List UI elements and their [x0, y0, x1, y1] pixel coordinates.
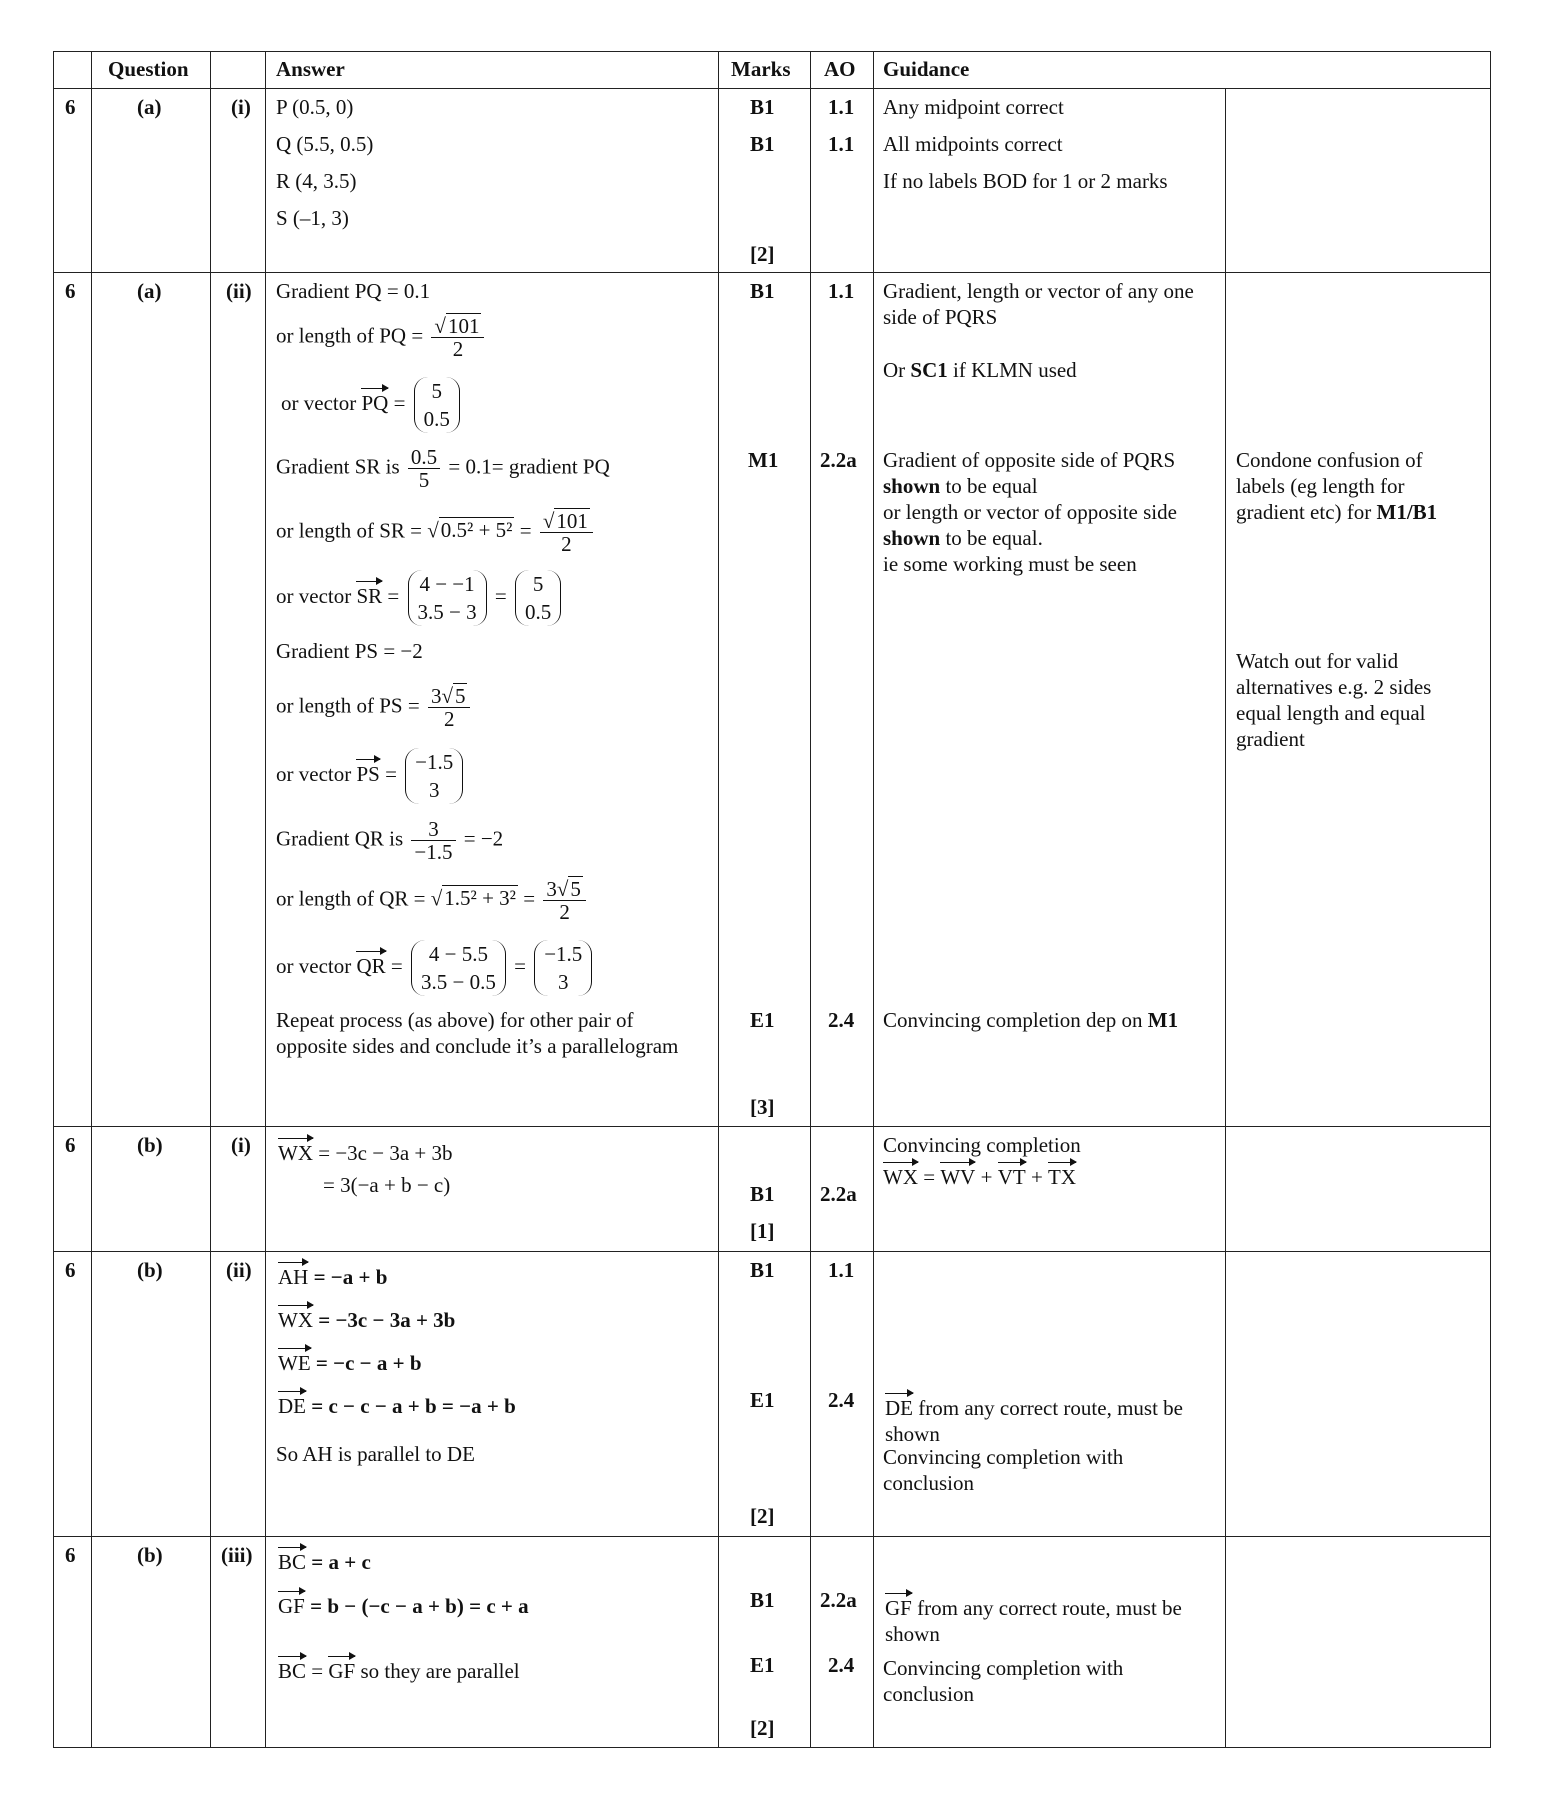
answer-line: P (0.5, 0): [276, 95, 354, 119]
answer-gradient-qr: Gradient QR is $\frac{3}{-1.5}$ = −2: [276, 817, 504, 864]
question-part: (a): [137, 279, 162, 303]
vector-label: SR: [356, 579, 382, 609]
mark-total: [2]: [750, 1716, 775, 1740]
mark-total: [3]: [750, 1095, 775, 1119]
mark-code: B1: [750, 132, 775, 156]
ao-code: 1.1: [828, 132, 855, 156]
header-guidance: Guidance: [883, 57, 970, 81]
answer-vector-qr: or vector QR = 4 − 5.5 3.5 − 0.5 = −1.5 3: [276, 940, 595, 996]
mark-code: E1: [750, 1008, 775, 1032]
answer-line: GF = b − (−c − a + b) = c + a: [278, 1589, 529, 1619]
answer-repeat-process: Repeat process (as above) for other pair of opposite sides and conclude it’s a parallelogram: [276, 1008, 679, 1058]
answer-line: = 3(−a + b − c): [323, 1173, 451, 1197]
ao-code: 2.2a: [820, 1182, 857, 1206]
answer-line: WX = −3c − 3a + 3b: [278, 1136, 453, 1166]
column-vector: 4 − −1 3.5 − 3: [408, 570, 487, 626]
answer-vector-pq: or vector PQ = 5 0.5: [281, 377, 463, 433]
guidance-text: Or SC1 if KLMN used: [883, 358, 1077, 382]
guidance-text: Gradient, length or vector of any one side of PQRS: [883, 279, 1194, 329]
vector-label: PQ: [361, 386, 388, 416]
mark-code: B1: [750, 1182, 775, 1206]
question-part: (b): [137, 1133, 163, 1157]
fraction: $\frac{0.5}{5}$: [408, 446, 440, 491]
answer-conclusion: So AH is parallel to DE: [276, 1442, 475, 1466]
answer-line: R (4, 3.5): [276, 169, 357, 193]
ao-code: 2.2a: [820, 1588, 857, 1612]
mark-code: B1: [750, 1588, 775, 1612]
ao-code: 2.4: [828, 1653, 855, 1677]
question-subpart: (iii): [221, 1543, 253, 1567]
mark-code: E1: [750, 1653, 775, 1677]
question-subpart: (i): [231, 95, 251, 119]
fraction: $\frac{3√5}{2}$: [428, 685, 471, 730]
guidance-text: All midpoints correct: [883, 132, 1063, 156]
answer-gradient-ps: Gradient PS = −2: [276, 639, 423, 663]
answer-length-ps: or length of PS = $\frac{3√5}{2}$: [276, 685, 473, 730]
guidance-text: Convincing completion with conclusion: [883, 1656, 1124, 1706]
guidance-text: Convincing completion dep on M1: [883, 1008, 1179, 1032]
fraction: $\frac{√101}{2}$: [431, 315, 484, 360]
column-vector: 4 − 5.5 3.5 − 0.5: [411, 940, 506, 996]
header-question: Question: [108, 57, 189, 81]
answer-line: AH = −a + b: [278, 1260, 387, 1290]
mark-code: B1: [750, 279, 775, 303]
answer-conclusion: BC = GF so they are parallel: [278, 1654, 520, 1684]
ao-code: 2.2a: [820, 448, 857, 472]
question-part: (b): [137, 1258, 163, 1282]
mark-code: E1: [750, 1388, 775, 1412]
answer-line: Q (5.5, 0.5): [276, 132, 374, 156]
column-vector: 5 0.5: [515, 570, 561, 626]
vector-label: PS: [356, 757, 379, 787]
answer-line: WE = −c − a + b: [278, 1346, 422, 1376]
answer-length-sr: or length of SR = √0.5² + 5² = $\frac{√101}{2}$: [276, 510, 596, 555]
question-subpart: (ii): [226, 279, 252, 303]
guidance-text: Gradient of opposite side of PQRS shown to be equal or length or vector of opposite side shown to be equal. ie some working must be seen: [883, 448, 1177, 576]
question-number: 6: [65, 1133, 76, 1157]
answer-gradient-sr: Gradient SR is $\frac{0.5}{5}$ = 0.1= gradient PQ: [276, 445, 610, 492]
question-number: 6: [65, 1543, 76, 1567]
ao-code: 1.1: [828, 95, 855, 119]
vector-label: QR: [356, 949, 385, 979]
answer-vector-sr: or vector SR = 4 − −1 3.5 − 3 = 5 0.5: [276, 570, 564, 626]
fraction: $\frac{3√5}{2}$: [543, 878, 586, 923]
answer-length-pq: or length of PQ = $\frac{√101}{2}$: [276, 315, 487, 360]
question-subpart: (i): [231, 1133, 251, 1157]
guidance-text: WX = WV + VT + TX: [883, 1160, 1076, 1190]
answer-line: BC = a + c: [278, 1545, 371, 1575]
header-marks: Marks: [731, 57, 791, 81]
guidance-text: If no labels BOD for 1 or 2 marks: [883, 169, 1168, 193]
extra-guidance-text: Condone confusion of labels (eg length for gradient etc) for M1/B1: [1236, 448, 1438, 524]
mark-code: B1: [750, 95, 775, 119]
question-number: 6: [65, 1258, 76, 1282]
question-subpart: (ii): [226, 1258, 252, 1282]
mark-code: M1: [748, 448, 779, 472]
guidance-text: GF from any correct route, must be shown: [885, 1591, 1215, 1647]
answer-line: S (–1, 3): [276, 206, 349, 230]
ao-code: 1.1: [828, 279, 855, 303]
guidance-text: Any midpoint correct: [883, 95, 1064, 119]
mark-code: B1: [750, 1258, 775, 1282]
fraction: $\frac{3}{-1.5}$: [411, 818, 455, 863]
answer-vector-ps: or vector PS = −1.5 3: [276, 748, 466, 804]
question-number: 6: [65, 95, 76, 119]
guidance-text: Convincing completion: [883, 1133, 1081, 1157]
extra-guidance-text: Watch out for valid alternatives e.g. 2 sides equal length and equal gradient: [1236, 649, 1432, 751]
ao-code: 1.1: [828, 1258, 855, 1282]
column-vector: −1.5 3: [405, 748, 463, 804]
fraction: $\frac{√101}{2}$: [540, 510, 593, 555]
answer-line: WX = −3c − 3a + 3b: [278, 1303, 455, 1333]
guidance-text: Convincing completion with conclusion: [883, 1445, 1124, 1495]
answer-gradient-pq: Gradient PQ = 0.1: [276, 279, 431, 303]
question-part: (b): [137, 1543, 163, 1567]
mark-scheme-table: [53, 51, 1491, 1748]
question-part: (a): [137, 95, 162, 119]
mark-total: [1]: [750, 1219, 775, 1243]
ao-code: 2.4: [828, 1388, 855, 1412]
header-answer: Answer: [276, 57, 345, 81]
column-vector: 5 0.5: [414, 377, 460, 433]
question-number: 6: [65, 279, 76, 303]
answer-line: DE = c − c − a + b = −a + b: [278, 1389, 516, 1419]
mark-total: [2]: [750, 1504, 775, 1528]
header-ao: AO: [824, 57, 856, 81]
ao-code: 2.4: [828, 1008, 855, 1032]
guidance-text: DE from any correct route, must be shown: [885, 1391, 1210, 1447]
mark-total: [2]: [750, 242, 775, 266]
column-vector: −1.5 3: [534, 940, 592, 996]
answer-length-qr: or length of QR = √1.5² + 3² = $\frac{3√5}{2}$: [276, 878, 589, 923]
